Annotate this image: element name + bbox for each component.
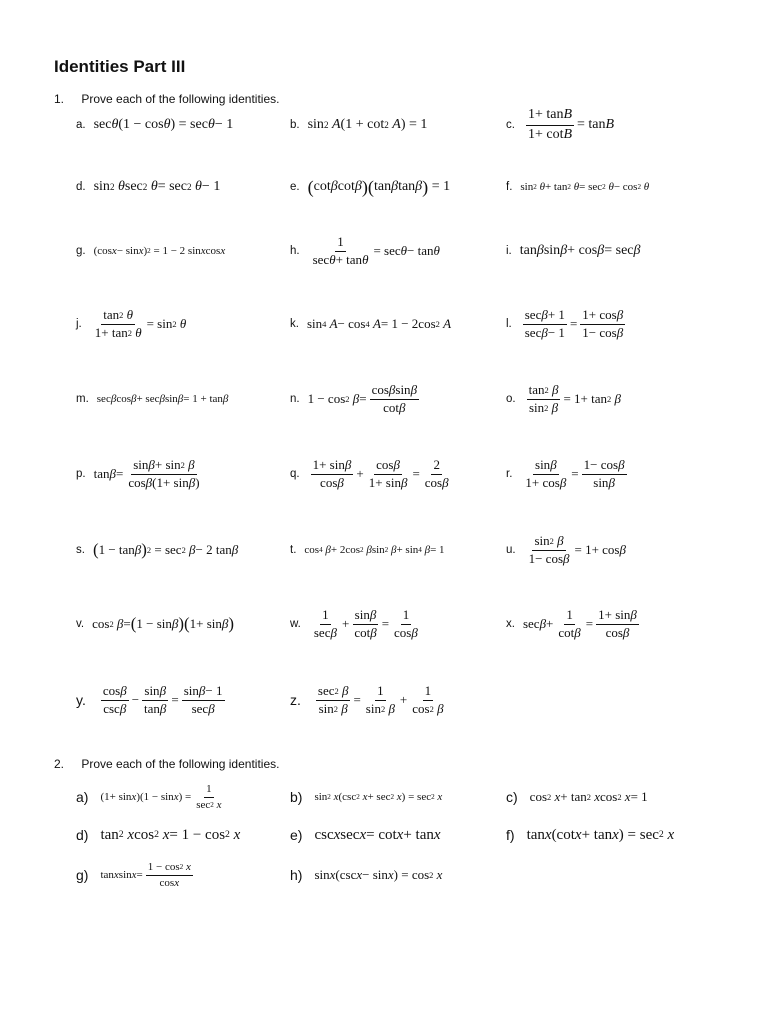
item-label: x. <box>506 618 515 630</box>
math-expression: sec 2 β sin 2 β = 1 sin 2 β + 1 cos 2 β <box>317 682 444 716</box>
item-label: u. <box>506 544 516 556</box>
math-expression: cos β csc β − sin β tan β = sin β − 1 sec β <box>102 682 223 716</box>
math-expression: (1+ sin x )(1 − sin x ) = 1 sec 2 x <box>100 782 222 811</box>
identity-1b <box>290 100 540 150</box>
identity-1o <box>506 374 756 424</box>
math-expression: tan β sin β + cos β = sec β <box>519 243 641 258</box>
math-expression: sec β + 1 cot β = 1+ sin β cos β <box>522 606 637 640</box>
identity-1q <box>290 449 540 499</box>
identity-1u <box>506 525 756 575</box>
item-label: s. <box>76 544 85 556</box>
identity-1e <box>290 162 540 212</box>
math-expression: sin 2 β 1− cos β = 1+ cos β <box>528 532 626 566</box>
item-label: n. <box>290 393 300 405</box>
item-label: w. <box>290 618 301 630</box>
math-expression: cos 2 x + tan 2 x cos 2 x = 1 <box>529 789 648 804</box>
math-expression: tan x sin x = 1 − cos 2 x cos x <box>100 860 191 889</box>
item-label: c. <box>506 119 515 131</box>
question-number: 2. <box>54 757 65 771</box>
identity-1c <box>506 100 756 150</box>
math-expression: sin 2 A (1 + cot 2 A ) = 1 <box>307 117 428 132</box>
math-expression: csc x sec x = cot x + tan x <box>314 826 441 843</box>
item-label: h) <box>290 867 303 883</box>
identity-1j <box>76 299 326 349</box>
math-expression: ( 1 − tan β ) 2 = sec 2 β − 2 tan β <box>92 540 239 559</box>
item-label: c) <box>506 789 518 805</box>
question-text: Prove each of the following identities. <box>81 757 280 771</box>
identity-1r <box>506 449 756 499</box>
question-text: Prove each of the following identities. <box>81 92 280 106</box>
identity-1a <box>76 100 326 150</box>
math-expression: tan 2 θ 1+ tan 2 θ = sin 2 θ <box>94 306 187 340</box>
identity-1l <box>506 299 756 349</box>
math-expression: sec β + 1 sec β − 1 = 1+ cos β 1− cos β <box>524 306 624 340</box>
item-label: b) <box>290 789 303 805</box>
item-label: g. <box>76 245 86 257</box>
item-label: q. <box>290 468 300 480</box>
item-label: a) <box>76 789 89 805</box>
item-label: i. <box>506 245 512 257</box>
item-label: z. <box>290 692 301 708</box>
identity-1h <box>290 226 540 276</box>
math-expression: 1 sec β + sin β cot β = 1 cos β <box>313 606 418 640</box>
math-expression: sec β cos β + sec β sin β = 1 + tan β <box>96 393 229 405</box>
identity-1f <box>506 162 756 212</box>
math-expression: sin 2 θ sec 2 θ = sec 2 θ − 1 <box>93 179 221 194</box>
identity-1p <box>76 449 326 499</box>
item-label: p. <box>76 468 86 480</box>
math-expression: sin β 1+ cos β = 1− cos β sin β <box>525 456 625 490</box>
identity-1m <box>76 374 326 424</box>
math-expression: tan 2 x cos 2 x = 1 − cos 2 x <box>100 826 241 843</box>
identity-1k <box>290 299 540 349</box>
identity-1g <box>76 226 326 276</box>
question-2-prompt <box>54 757 279 771</box>
item-label: d) <box>76 827 89 843</box>
item-label: j. <box>76 318 82 330</box>
question-number: 1. <box>54 92 65 106</box>
item-label: a. <box>76 119 86 131</box>
math-expression: sin 2 θ + tan 2 θ = sec 2 θ − cos 2 θ <box>520 181 650 193</box>
identity-2h <box>290 850 540 900</box>
math-expression: (cos x − sin x ) 2 = 1 − 2 sin x cos x <box>93 245 226 257</box>
item-label: o. <box>506 393 516 405</box>
item-label: k. <box>290 318 299 330</box>
item-label: t. <box>290 544 297 556</box>
math-expression: cos 2 β = ( 1 − sin β )( 1+ sin β ) <box>92 614 234 633</box>
identity-1z <box>290 675 540 725</box>
math-expression: ( cot β cot β )( tan β tan β ) = 1 <box>307 176 451 197</box>
item-label: l. <box>506 318 512 330</box>
math-expression: sin 2 x (csc 2 x + sec 2 x ) = sec 2 x <box>314 791 443 803</box>
item-label: f) <box>506 827 515 843</box>
page-title: Identities Part III <box>54 57 186 76</box>
item-label: b. <box>290 119 300 131</box>
item-label: h. <box>290 245 300 257</box>
math-expression: cos 4 β + 2cos 2 β sin 2 β + sin 4 β = 1 <box>304 544 445 556</box>
item-label: m. <box>76 393 89 405</box>
identity-2f <box>506 810 756 860</box>
identity-1i <box>506 226 756 276</box>
item-label: d. <box>76 181 86 193</box>
item-label: g) <box>76 867 89 883</box>
item-label: r. <box>506 468 513 480</box>
math-expression: sin 4 A − cos 4 A = 1 − 2cos 2 A <box>306 316 452 331</box>
math-expression: sin x (csc x − sin x ) = cos 2 x <box>314 867 443 882</box>
identity-1x <box>506 599 756 649</box>
math-expression: 1+ sin β cos β + cos β 1+ sin β = 2 cos β <box>312 456 449 490</box>
identity-2g <box>76 850 326 900</box>
identity-1s <box>76 525 326 575</box>
item-label: f. <box>506 181 513 193</box>
identity-1y <box>76 675 326 725</box>
math-expression: sec θ (1 − cos θ ) = sec θ − 1 <box>93 117 234 132</box>
item-label: e. <box>290 181 300 193</box>
identity-1d <box>76 162 326 212</box>
math-expression: tan x (cot x + tan x ) = sec 2 x <box>526 826 675 843</box>
identity-1v <box>76 599 326 649</box>
math-expression: tan β = sin β + sin 2 β cos β (1+ sin β ) <box>93 456 200 490</box>
identity-1n <box>290 374 540 424</box>
math-expression: 1 sec θ + tan θ = sec θ − tan θ <box>312 233 440 267</box>
item-label: v. <box>76 618 85 630</box>
math-expression: tan 2 β sin 2 β = 1+ tan 2 β <box>528 381 621 415</box>
item-label: e) <box>290 827 303 843</box>
math-expression: 1+ tan B 1+ cot B = tan B <box>527 107 615 142</box>
item-label: y. <box>76 692 86 708</box>
identity-1t <box>290 525 540 575</box>
math-expression: 1 − cos 2 β = cos β sin β cot β <box>307 381 418 415</box>
identity-1w <box>290 599 540 649</box>
